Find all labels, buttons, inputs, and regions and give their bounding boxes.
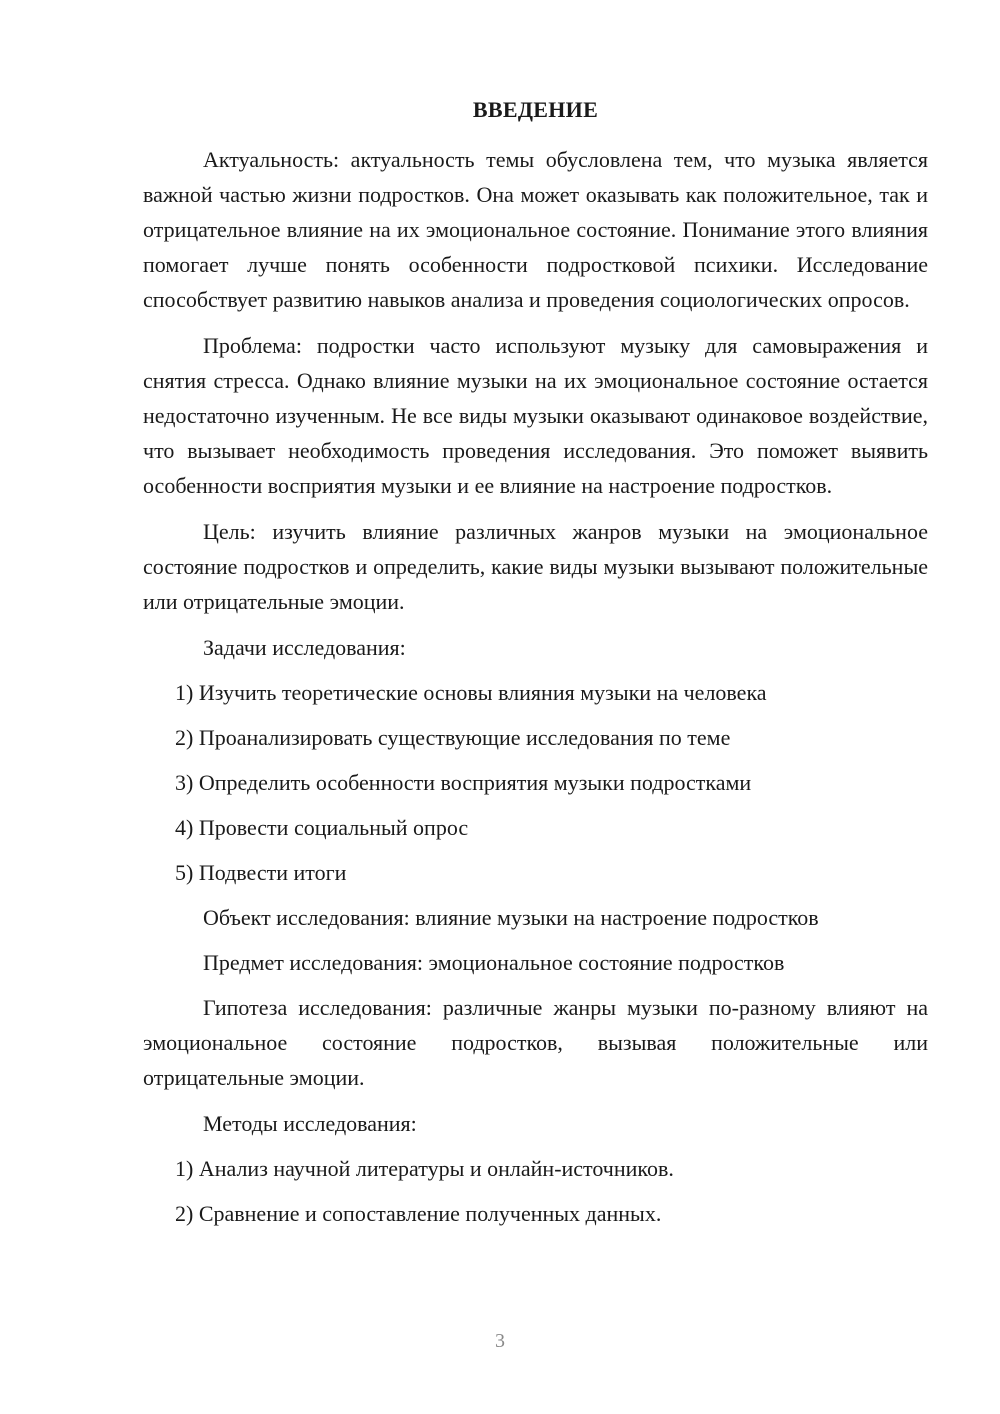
list-item: 1) Изучить теоретические основы влияния музыки на человека bbox=[175, 680, 767, 705]
goal-paragraph: Цель: изучить влияние различных жанров музыки на эмоциональное состояние подростков и определить, какие виды музыки вызывают положительные или отрицательные эмоции. bbox=[143, 519, 928, 614]
relevance-paragraph: Актуальность: актуальность темы обусловлена тем, что музыка является важной частью жизни подростков. Она может оказывать как положительное, так и отрицательное влияние на их эмоциональное состояние. Понимание этого влияния помогает лучше понять особенности подростковой психики. Исследование способствует развитию навыков анализа и проведения социологических опросов. bbox=[143, 147, 928, 312]
document-title: ВВЕДЕНИЕ bbox=[472, 97, 599, 122]
list-item: 1) Анализ научной литературы и онлайн-источников. bbox=[175, 1156, 674, 1181]
tasks-heading: Задачи исследования: bbox=[203, 635, 406, 660]
tasks-list bbox=[143, 675, 928, 890]
problem-paragraph: Проблема: подростки часто используют музыку для самовыражения и снятия стресса. Однако влияние музыки на их эмоциональное состояние остается недостаточно изученным. Не все виды музыки оказывают одинаковое воздействие, что вызывает необходимость проведения исследования. Это поможет выявить особенности восприятия музыки и ее влияние на настроение подростков. bbox=[143, 333, 928, 498]
methods-list bbox=[143, 1151, 928, 1231]
methods-heading: Методы исследования: bbox=[203, 1111, 417, 1136]
research-object: Объект исследования: влияние музыки на настроение подростков bbox=[203, 905, 819, 930]
list-item: 2) Сравнение и сопоставление полученных данных. bbox=[175, 1201, 662, 1226]
list-item: 5) Подвести итоги bbox=[175, 860, 347, 885]
list-item: 2) Проанализировать существующие исследования по теме bbox=[175, 725, 731, 750]
page-number: 3 bbox=[495, 1330, 505, 1352]
hypothesis-paragraph: Гипотеза исследования: различные жанры музыки по-разному влияют на эмоциональное состояние подростков, вызывая положительные или отрицательные эмоции. bbox=[143, 995, 928, 1090]
research-subject: Предмет исследования: эмоциональное состояние подростков bbox=[203, 950, 785, 975]
list-item: 4) Провести социальный опрос bbox=[175, 815, 469, 840]
document-page bbox=[143, 92, 928, 1241]
list-item: 3) Определить особенности восприятия музыки подростками bbox=[175, 770, 752, 795]
